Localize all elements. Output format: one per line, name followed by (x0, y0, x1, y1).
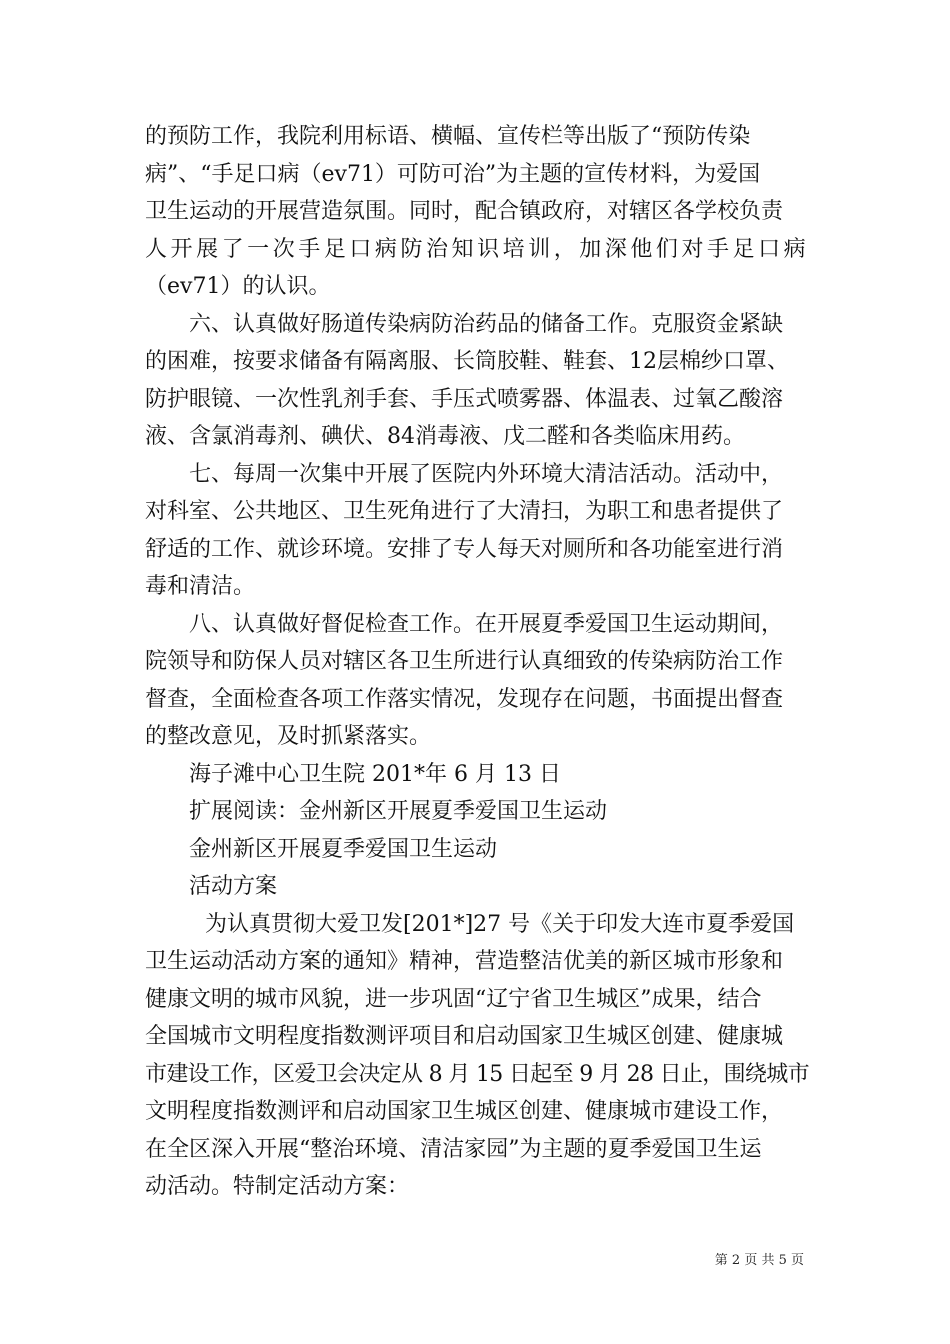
text-line: 病”、“手足口病（ev71）可防可治”为主题的宣传材料，为爱国 (145, 161, 761, 187)
text-line: 七、每周一次集中开展了医院内外环境大清洁活动。活动中， (189, 461, 784, 487)
text-line: 卫生运动活动方案的通知》精神，营造整洁优美的新区城市形象和 (145, 949, 784, 974)
text-line: 的困难，按要求储备有隔离服、长筒胶鞋、鞋套、12层棉纱口罩、 (145, 349, 789, 374)
text-line: 动活动。特制定活动方案： (145, 1174, 410, 1199)
text-line: 八、认真做好督促检查工作。在开展夏季爱国卫生运动期间， (189, 611, 784, 637)
text-line: 人开展了一次手足口病防治知识培训，加深他们对手足口病 (145, 236, 810, 262)
text-line: 卫生运动的开展营造氛围。同时，配合镇政府，对辖区各学校负责 (145, 199, 784, 224)
text-line: 对科室、公共地区、卫生死角进行了大清扫，为职工和患者提供了 (145, 499, 784, 524)
text-line: 六、认真做好肠道传染病防治药品的储备工作。克服资金紧缺 (189, 311, 784, 337)
paragraph-plan (145, 906, 809, 1206)
text-line: 市建设工作，区爱卫会决定从 8 月 15 日起至 9 月 28 日止，围绕城市 (145, 1061, 809, 1087)
text-line: 为认真贯彻大爱卫发[201*]27 号《关于印发大连市夏季爱国 (205, 911, 795, 937)
article-title: 金州新区开展夏季爱国卫生运动 (189, 836, 498, 862)
text-line: 督查，全面检查各项工作落实情况，发现存在问题，书面提出督查 (145, 686, 784, 712)
text-line: 全国城市文明程度指数测评项目和启动国家卫生城区创建、健康城 (145, 1024, 784, 1049)
text-line: 在全区深入开展“整治环境、清洁家园”为主题的夏季爱国卫生运 (145, 1136, 762, 1162)
document-body (145, 118, 809, 1206)
extended-reading-heading: 扩展阅读：金州新区开展夏季爱国卫生运动 (189, 799, 608, 824)
text-line: （ev71）的认识。 (145, 274, 331, 299)
text-line: 的预防工作，我院利用标语、横幅、宣传栏等出版了“预防传染 (145, 124, 751, 149)
text-line: 文明程度指数测评和启动国家卫生城区创建、健康城市建设工作， (145, 1099, 784, 1124)
signature-block (145, 756, 809, 906)
text-line: 毒和清洁。 (145, 574, 256, 599)
paragraph-inspection (145, 606, 809, 756)
text-line: 舒适的工作、就诊环境。安排了专人每天对厕所和各功能室进行消 (145, 536, 784, 562)
text-line: 液、含氯消毒剂、碘伏、84消毒液、戊二醛和各类临床用药。 (145, 424, 745, 449)
paragraph-cleaning (145, 456, 809, 606)
paragraph-medicine-reserve (145, 306, 809, 456)
article-subtitle: 活动方案 (189, 874, 278, 899)
text-line: 院领导和防保人员对辖区各卫生所进行认真细致的传染病防治工作 (145, 649, 784, 674)
text-line: 健康文明的城市风貌，进一步巩固“辽宁省卫生城区”成果，结合 (145, 986, 762, 1012)
paragraph-prevention (145, 118, 809, 306)
signature-line: 海子滩中心卫生院 201*年 6 月 13 日 (189, 761, 561, 787)
page-number: 第 2 页 共 5 页 (714, 1253, 804, 1268)
text-line: 的整改意见，及时抓紧落实。 (145, 724, 432, 749)
text-line: 防护眼镜、一次性乳剂手套、手压式喷雾器、体温表、过氧乙酸溶 (145, 386, 784, 412)
